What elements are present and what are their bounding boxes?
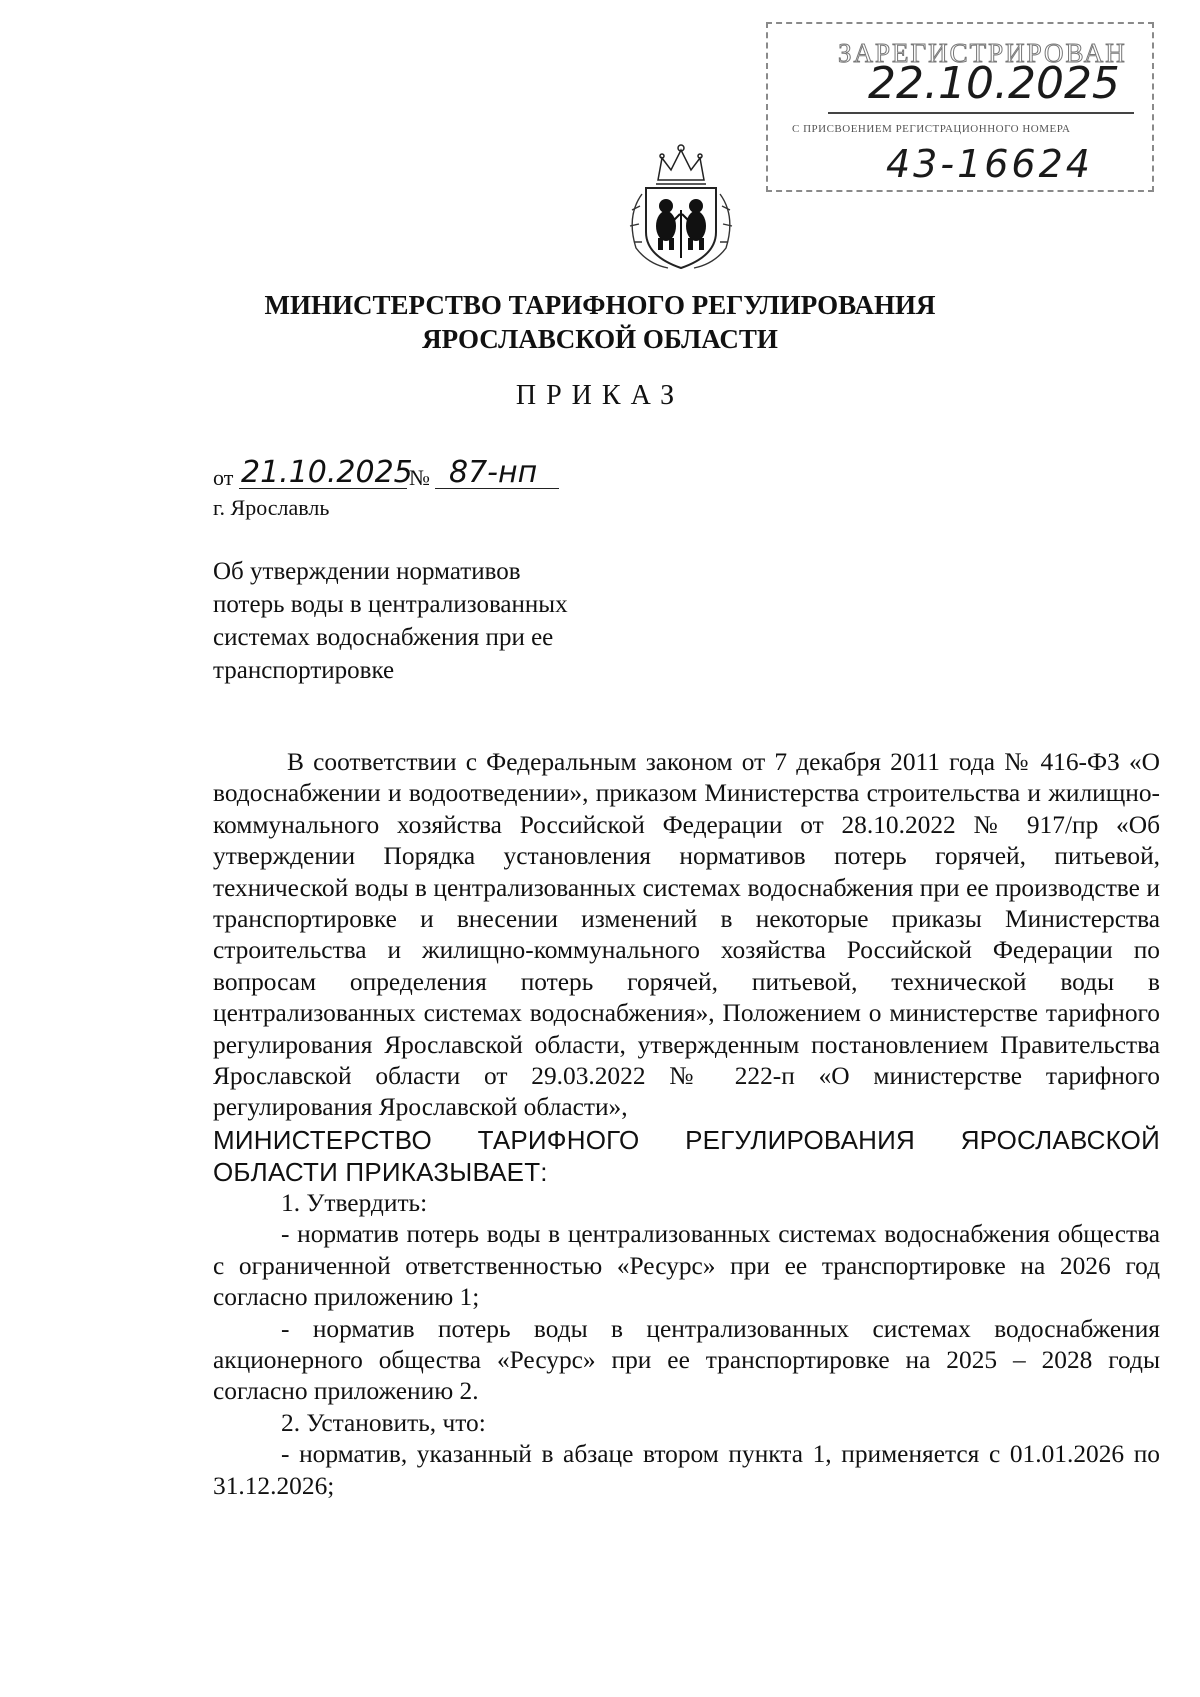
item-1-title: 1. Утвердить: (281, 1188, 428, 1217)
ministry-name-line2: ЯРОСЛАВСКОЙ ОБЛАСТИ (422, 324, 778, 354)
registration-line (213, 455, 713, 495)
item-2-title: 2. Установить, что: (281, 1408, 486, 1437)
document-subject (213, 555, 693, 687)
item-1-clause-b: - норматив потерь воды в централизованных системах водоснабжения акционерного общества «Ресурс» при ее транспортировке на 2025 – 2028 годы согласно приложению 2. (213, 1314, 1160, 1406)
subject-line: потерь воды в централизованных (213, 591, 568, 618)
number-label: № (409, 465, 430, 490)
document-body (213, 747, 1160, 1502)
order-date: 21.10.2025 (241, 455, 413, 490)
stamp-heading: ЗАРЕГИСТРИРОВАН (838, 38, 1127, 68)
order-number: 87-нп (449, 455, 538, 490)
city: г. Ярославль (213, 495, 330, 520)
stamp-caption: С ПРИСВОЕНИЕМ РЕГИСТРАЦИОННОГО НОМЕРА (792, 123, 1071, 135)
from-label: от (213, 465, 234, 490)
decree-statement: МИНИСТЕРСТВО ТАРИФНОГО РЕГУЛИРОВАНИЯ ЯРОСЛАВСКОЙ ОБЛАСТИ ПРИКАЗЫВАЕТ: (213, 1124, 1160, 1187)
ministry-name (0, 288, 1200, 356)
registration-stamp (766, 22, 1154, 192)
document-type: ПРИКАЗ (515, 380, 685, 411)
stamp-number: 43-16624 (886, 142, 1093, 186)
ministry-name-line1: МИНИСТЕРСТВО ТАРИФНОГО РЕГУЛИРОВАНИЯ (264, 290, 936, 320)
date-underline (239, 488, 407, 489)
item-1-clause-a: - норматив потерь воды в централизованных системах водоснабжения общества с ограниченной ответственностью «Ресурс» при ее транспортировке на 2026 год согласно приложению 1; (213, 1220, 1160, 1312)
item-2-clause-a: - норматив, указанный в абзаце втором пункта 1, применяется с 01.01.2026 по 31.12.2026; (213, 1440, 1160, 1500)
coat-of-arms-icon (618, 140, 744, 272)
subject-line: транспортировке (213, 657, 395, 684)
subject-line: Об утверждении нормативов (213, 558, 521, 585)
subject-line: системах водоснабжения при ее (213, 624, 554, 651)
stamp-divider (828, 112, 1134, 114)
preamble-paragraph: В соответствии с Федеральным законом от 7 декабря 2011 года № 416-ФЗ «О водоснабжении и водоотведении», приказом Министерства строительства и жилищно-коммунального хозяйства Российской Федерации от 28.10.2022 № 917/пр «Об утверждении Порядка установления нормативов потерь горячей, питьевой, технической воды в централизованных системах водоснабжения при ее производстве и транспортировке и внесении изменений в некоторые приказы Министерства строительства и жилищно-коммунального хозяйства Российской Федерации по вопросам определения потерь горячей, питьевой, технической воды в централизованных системах водоснабжения», Положением о министерстве тарифного регулирования Ярославской области, утвержденным постановлением Правительства Ярославской области от 29.03.2022 № 222-п «О министерстве тарифного регулирования Ярославской области», (213, 748, 1160, 1122)
stamp-date: 22.10.2025 (868, 58, 1120, 109)
number-underline (435, 488, 559, 489)
